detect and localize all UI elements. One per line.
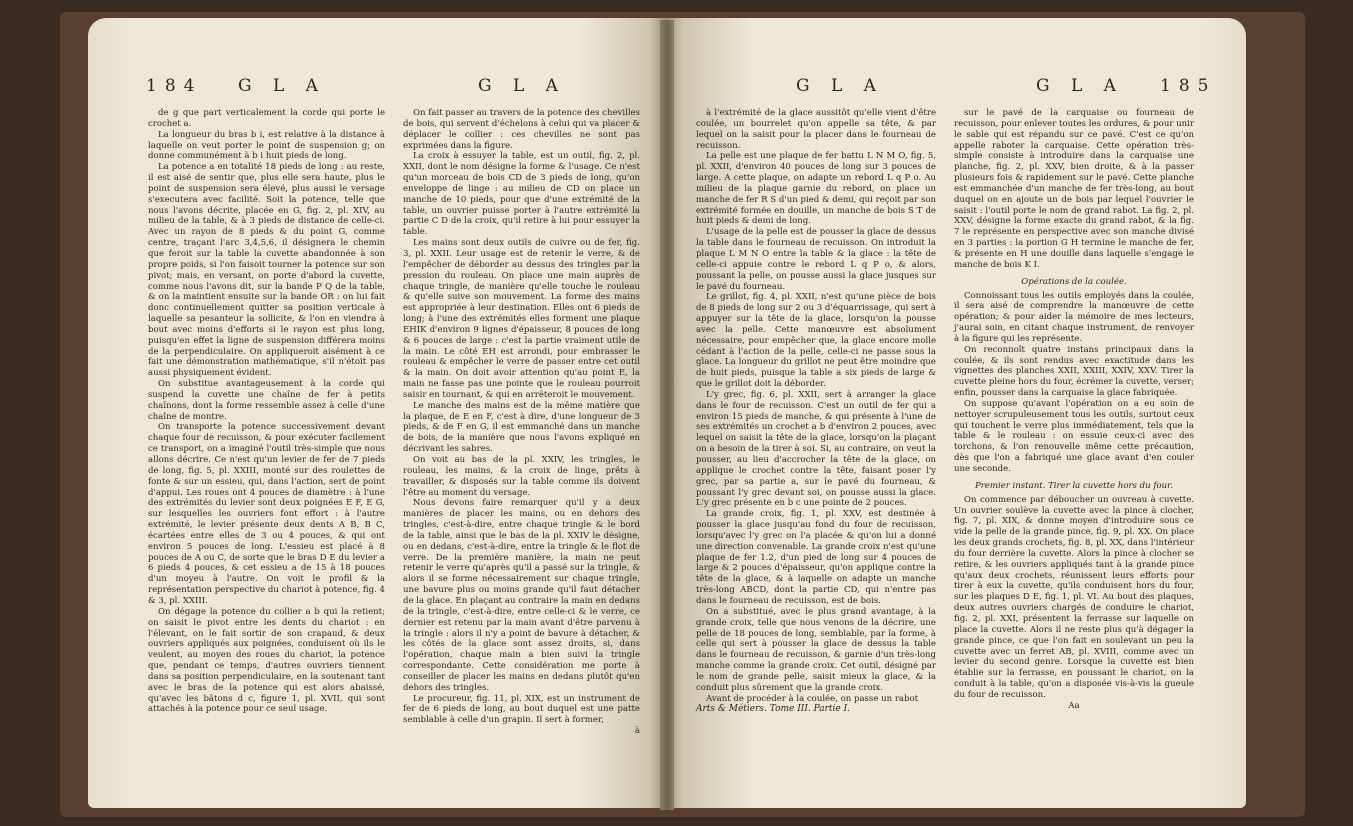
left-column-1	[148, 108, 385, 737]
left-column-2	[403, 108, 640, 737]
paragraph: L'y grec, fig. 6, pl. XXII, sert à arranger la glace dans le four de recuisson. C'est un outil de fer qui a environ 15 pieds de manche, & qui présente à l'une de ses extrémités un crochet a b d'environ 2 pouces, avec lequel on saisit la tête de la glace, lorsqu'on la plaçant on a besoin de la tirer à soi. Si, au contraire, on veut la pousser, au lieu d'accrocher la tête de la glace, on applique le crochet contre la tête, faisant poser l'y grec, par sa partie a, sur le pavé du fourneau, & poussant l'y grec devant soi, on pousse aussi la glace. L'y grec présente en b c une pointe de 2 pouces.	[696, 389, 936, 509]
paragraph: de g que part verticalement la corde qui porte le crochet a.	[148, 108, 385, 129]
section-heading: Opérations de la coulée.	[1021, 276, 1127, 287]
right-running-head	[666, 76, 1246, 100]
paragraph: sur le pavé de la carquaise ou fourneau de recuisson, pour enlever toutes les ordures, & pour unir le sable qui est répandu sur ce pavé. C'est ce qu'on appelle raboter la carquaise. Cette opération très-simple consiste à introduire dans la carquaise une planche, fig. 2, pl. XXV, bien droite, & à la passer plusieurs fois & rapidement sur le pavé. Cette planche est emmanchée d'un manche de fer très-long, au bout duquel on en ajoute un de bois par lequel l'ouvrier le saisit : l'outil porte le nom de grand rabot. La fig. 2, pl. XXV, désigne la forme exacte du grand rabot, & la fig. 7 le représente en perspective avec son manche divisé en 3 parties : la portion G H termine le manche de fer, & présente en H une douille dans laquelle s'engage le manche de bois K I.	[954, 108, 1194, 270]
section-heading: Premier instant. Tirer la cuvette hors du four.	[974, 480, 1174, 491]
left-running-head	[88, 76, 666, 100]
right-column-1	[696, 108, 936, 715]
right-columns	[696, 108, 1194, 715]
paragraph: On substitue avantageusement à la corde qui suspend la cuvette une chaîne de fer à petits chaînons, dont la forme ressemble assez à celle d'une chaîne de montre.	[148, 379, 385, 422]
paragraph: L'usage de la pelle est de pousser la glace de dessus la table dans le fourneau de recuisson. On introduit la plaque L M N O entre la table & la glace : la tête de celle-ci appuie contre le rebord L q P o, & alors, poussant la pelle, on pousse aussi la glace jusques sur le pavé du fourneau.	[696, 227, 936, 292]
paragraph: Avant de procéder à la coulée, on passe un rabot	[706, 693, 919, 704]
paragraph: La potence a en totalité 18 pieds de long : au reste, il est aisé de sentir que, plus elle sera haute, plus le point de suspension sera élevé, plus aussi le versage s'executera avec facilité. Soit la potence, telle que nous l'avons décrite, placée en G, fig. 2, pl. XIV, au milieu de la table, & à 3 pieds de distance de celle-ci. Avec un rayon de 8 pieds & du point G, comme centre, traçant l'arc 3,4,5,6, il désignera le chemin que feroit sur la table la cuvette abandonnée à son propre poids, si l'on faisoit tourner la potence sur son pivot; mais, en versant, on porte d'abord la cuvette, comme nous l'avons dit, sur la bande P Q de la table, & on la maintient ensuite sur la bande OR : on lui fait donc continuellement quitter sa position verticale à laquelle sa pesanteur la sollicite, & l'on en viendra à bout avec moins d'efforts si le rayon est plus long, puisqu'en effet la ligne de suspension différera moins de la perpendiculaire. On appliqueroit aisément à ce fait une démonstration mathématique, s'il n'étoit pas aussi physiquement évident.	[148, 162, 385, 379]
paragraph: On voit au bas de la pl. XXIV, les tringles, le rouleau, les mains, & la croix de linge, prêts à travailler, & disposés sur la table comme ils doivent l'être au moment du versage.	[403, 455, 640, 498]
right-head-right: G L A	[1036, 76, 1124, 96]
right-column-2	[954, 108, 1194, 715]
paragraph: On dégage la potence du collier a b qui la retient; on saisit le pivot entre les dents du chariot : en l'élevant, on le fait sortir de son crapaud, & deux ouvriers appliqués aux poignées, conduisent où ils le veulent, au moyen des roues du chariot, la potence que, pendant ce temps, d'autres ouvriers tiennent dans sa position perpendiculaire, en la soutenant tant avec le bras de la potence qui est alors abaissé, qu'avec les bâtons d c, figure 1, pl. XVII, qui sont attachés à la potence pour ce seul usage.	[148, 606, 385, 715]
paragraph: Les mains sont deux outils de cuivre ou de fer, fig. 3, pl. XXII. Leur usage est de retenir le verre, & de l'empêcher de déborder au dessus des tringles par la pression du rouleau. On place une main auprès de chaque tringle, de manière qu'elle touche le rouleau & qu'elle suive son mouvement. La forme des mains est appropriée à leur destination. Elles ont 6 pieds de long; à l'une des extrémités elles forment une plaque EHIK d'environ 9 lignes d'épaisseur, 8 pouces de long & 6 pouces de large : c'est la partie vraiment utile de la main. Le côté EH est arrondi, pour embrasser le rouleau & empêcher le verre de passer entre cet outil & la main. On doit avoir attention qu'au point E, la main ne fasse pas une pointe que le rouleau pourroit saisir en tournant, & qui en arrêteroit le mouvement.	[403, 238, 640, 400]
left-columns	[148, 108, 640, 737]
paragraph: Le grillot, fig. 4, pl. XXII, n'est qu'une pièce de bois de 8 pieds de long sur 2 ou 3 d'équarrissage, qui sert à appuyer sur la tête de la glace, lorsqu'on la pousse avec la pelle. Cette manœuvre est absolument nécessaire, pour empêcher que, la glace encore molle cédant à l'action de la pelle, celle-ci ne passe sous la glace. La longueur du grillot ne peut être moindre que de huit pieds, puisque la table a six pieds de large & que le grillot doit la déborder.	[696, 292, 936, 390]
left-page-number: 184	[146, 76, 203, 96]
paragraph: On transporte la potence successivement devant chaque four de recuisson, & pour exécuter facilement ce transport, on a imaginé l'outil très-simple que nous allons décrire. Ce n'est qu'un levier de fer de 7 pieds de long, fig. 5, pl. XXIII, monté sur des roulettes de fonte & sur un essieu, qui, dans l'action, sert de point d'appui. Les roues ont 4 pouces de diamètre : à l'une des extrémités du levier sont deux poignées E F, E G, sur lesquelles les ouvriers font effort : à l'autre extrémité, le levier présente deux dents A B, B C, écartées entre elles de 3 ou 4 pouces, & qui ont environ 5 pouces de long. L'essieu est placé à 8 pouces de A ou C, de sorte que le bras D E du levier a 6 pieds 4 pouces, & cet essieu a de 15 à 18 pouces d'un moyeu à l'autre. On voit le profil & la représentation perspective du chariot à potence, fig. 4 & 3, pl. XXIII.	[148, 422, 385, 606]
paragraph: Le manche des mains est de la même matière que la plaque, de E en F, c'est à dire, d'une longueur de 3 pieds, & de F en G, il est emmanché dans un manche de bois, de la manière que nous l'avons expliqué en décrivant les sabres.	[403, 400, 640, 455]
left-head-right: G L A	[478, 76, 566, 96]
paragraph: La longueur du bras b i, est relative à la distance à laquelle on veut porter le point de suspension g; on donne communément à b i huit pieds de long.	[148, 129, 385, 162]
catchword: à	[634, 726, 640, 737]
paragraph: La pelle est une plaque de fer battu L N M O, fig. 5, pl. XXII, d'environ 40 pouces de long sur 3 pouces de large. A cette plaque, on adapte un rebord L q P o. Au milieu de la plaque garnie du rebord, on place un manche de fer R S d'un pied & demi, qui reçoit par son extrémité formée en douille, un manche de bois S T de huit pieds & demi de long.	[696, 151, 936, 227]
paragraph: La grande croix, fig. 1, pl. XXV, est destinée à pousser la glace jusqu'au fond du four de recuisson, lorsqu'avec l'y grec on l'a placée & qu'on lui a donné une direction convenable. La grande croix n'est qu'une plaque de fer 1.2, d'un pied de long sur 4 pouces de large & 2 pouces d'épaisseur, qu'on applique contre la tête de la glace, & à laquelle on adapte un manche très-long ABCD, dont la partie CD, qui n'entre pas dans le fourneau de recuisson, est de bois.	[696, 509, 936, 606]
paragraph: Nous devons faire remarquer qu'il y a deux manières de placer les mains, ou en dehors des tringles, c'est-à-dire, entre chaque tringle & le bord de la table, ainsi que le bas de la pl. XXIV le désigne, ou en dedans, c'est-à-dire, entre la tringle & le flot de verre. De la première manière, la main ne peut retenir le verre qu'après qu'il a passé sur la tringle, & alors il se forme nécessairement sur chaque tringle, une bavure plus ou moins grande qu'il faut détacher de la glace. En plaçant au contraire la main en dedans de la tringle, c'est-à-dire, entre celle-ci & le verre, ce dernier est retenu par la main avant d'être parvenu à la tringle : alors il n'y a point de bavure à détacher, & les côtés de la glace sont assez droits, si, dans l'opération, chaque main a bien suivi la tringle correspondante. Cette considération me porte à conseiller de placer les mains en dedans plutôt qu'en dehors des tringles.	[403, 498, 640, 693]
paragraph: On a substitué, avec le plus grand avantage, à la grande croix, telle que nous venons de la décrire, une pelle de 18 pouces de long, semblable, par la forme, à celle qui sert à pousser la glace de dessus la table dans le fourneau de recuisson, & garnie d'un très-long manche comme la grande croix. Cet outil, désigné par le nom de grande pelle, saisit mieux la glace, & la conduit plus sûrement que la grande croix.	[696, 606, 936, 693]
right-page	[666, 18, 1246, 808]
left-head-left: G L A	[238, 76, 326, 96]
page-footer: Arts & Métiers. Tome III. Partie I.	[696, 704, 851, 715]
paragraph: Le procureur, fig. 11, pl. XIX, est un instrument de fer de 6 pieds de long, au bout duquel est une patte semblable à celle d'un grapin. Il sert à former,	[403, 693, 640, 726]
paragraph: On reconnoît quatre instans principaux dans la coulée, & ils sont rendus avec exactitude dans les vignettes des planches XXII, XXIII, XXIV, XXV. Tirer la cuvette pleine hors du four, écrémer la cuvette, verser; enfin, pousser dans la carquaise la glace fabriquée.	[954, 344, 1194, 399]
right-head-left: G L A	[796, 76, 884, 96]
paragraph: On commence par déboucher un ouvreau à cuvette. Un ouvrier soulève la cuvette avec la pince à clocher, fig. 7, pl. XIX, & donne moyen d'introduire sous ce vide la pelle de la grande pince, fig. 9, pl. XX. On place les deux grands crochets, fig. 8, pl. XX, dans l'intérieur du four derrière la cuvette. Alors la pince à clocher se retire, & les ouvriers appliqués tant à la grande pince qu'aux deux crochets, réunissent leurs efforts pour tirer à eux la cuvette, qu'ils conduisent hors du four, sur les plaques D E, fig. 1, pl. VI. Au bout des plaques, deux autres ouvriers chargés de conduire le chariot, fig. 2, pl. XXI, présentent la ferrasse sur laquelle on place la cuvette. Alors il ne reste plus qu'à dégager la grande pince, ce que l'on fait en soulevant un peu la cuvette avec un ferret AB, pl. XVIII, comme avec un levier du second genre. Lorsque la cuvette est bien établie sur la ferrasse, en poussant le chariot, on la conduit à la table, qu'on a disposée vis-à-vis la gueule du four de recuisson.	[954, 494, 1194, 700]
paragraph: On fait passer au travers de la potence des chevilles de bois, qui servent d'échelons à celui qui va placer & déplacer le collier : ces chevilles ne sont pas exprimées dans la figure.	[403, 108, 641, 151]
paragraph: à l'extrémité de la glace aussitôt qu'elle vient d'être coulée, un bourrelet qu'on appelle sa tête, & par lequel on la saisit pour la placer dans le fourneau de recuisson.	[696, 108, 936, 151]
book-gutter	[660, 20, 674, 810]
paragraph: Connoissant tous les outils employés dans la coulée, il sera aisé de comprendre la manœuvre de cette opération; & pour aider la mémoire de mes lecteurs, j'aurai soin, en citant chaque instrument, de renvoyer à la figure qui les représente.	[954, 290, 1194, 344]
right-page-number: 185	[1160, 76, 1217, 96]
paragraph: On suppose qu'avant l'opération on a eu soin de nettoyer scrupuleusement tous les outils, surtout ceux qui touchent le verre plus immédiatement, tels que la table & le rouleau : on essuie ceux-ci avec des torchons, & l'on renouvelle même cette précaution, dès que l'on a fabriqué une glace avant d'en couler une seconde.	[954, 398, 1194, 474]
signature-mark: Aa	[1068, 700, 1080, 711]
left-page	[88, 18, 666, 808]
paragraph: La croix à essuyer la table, est un outil, fig. 2, pl. XXII, dont le nom désigne la forme & l'usage. Ce n'est qu'un morceau de bois CD de 3 pieds de long, qu'on enveloppe de linge : au milieu de CD on place un manche de 10 pieds, pour que d'une extrémité de la table, un ouvrier puisse porter à l'autre extrémité la partie C D de la croix, qu'il retire à lui pour essuyer la table.	[403, 151, 640, 238]
